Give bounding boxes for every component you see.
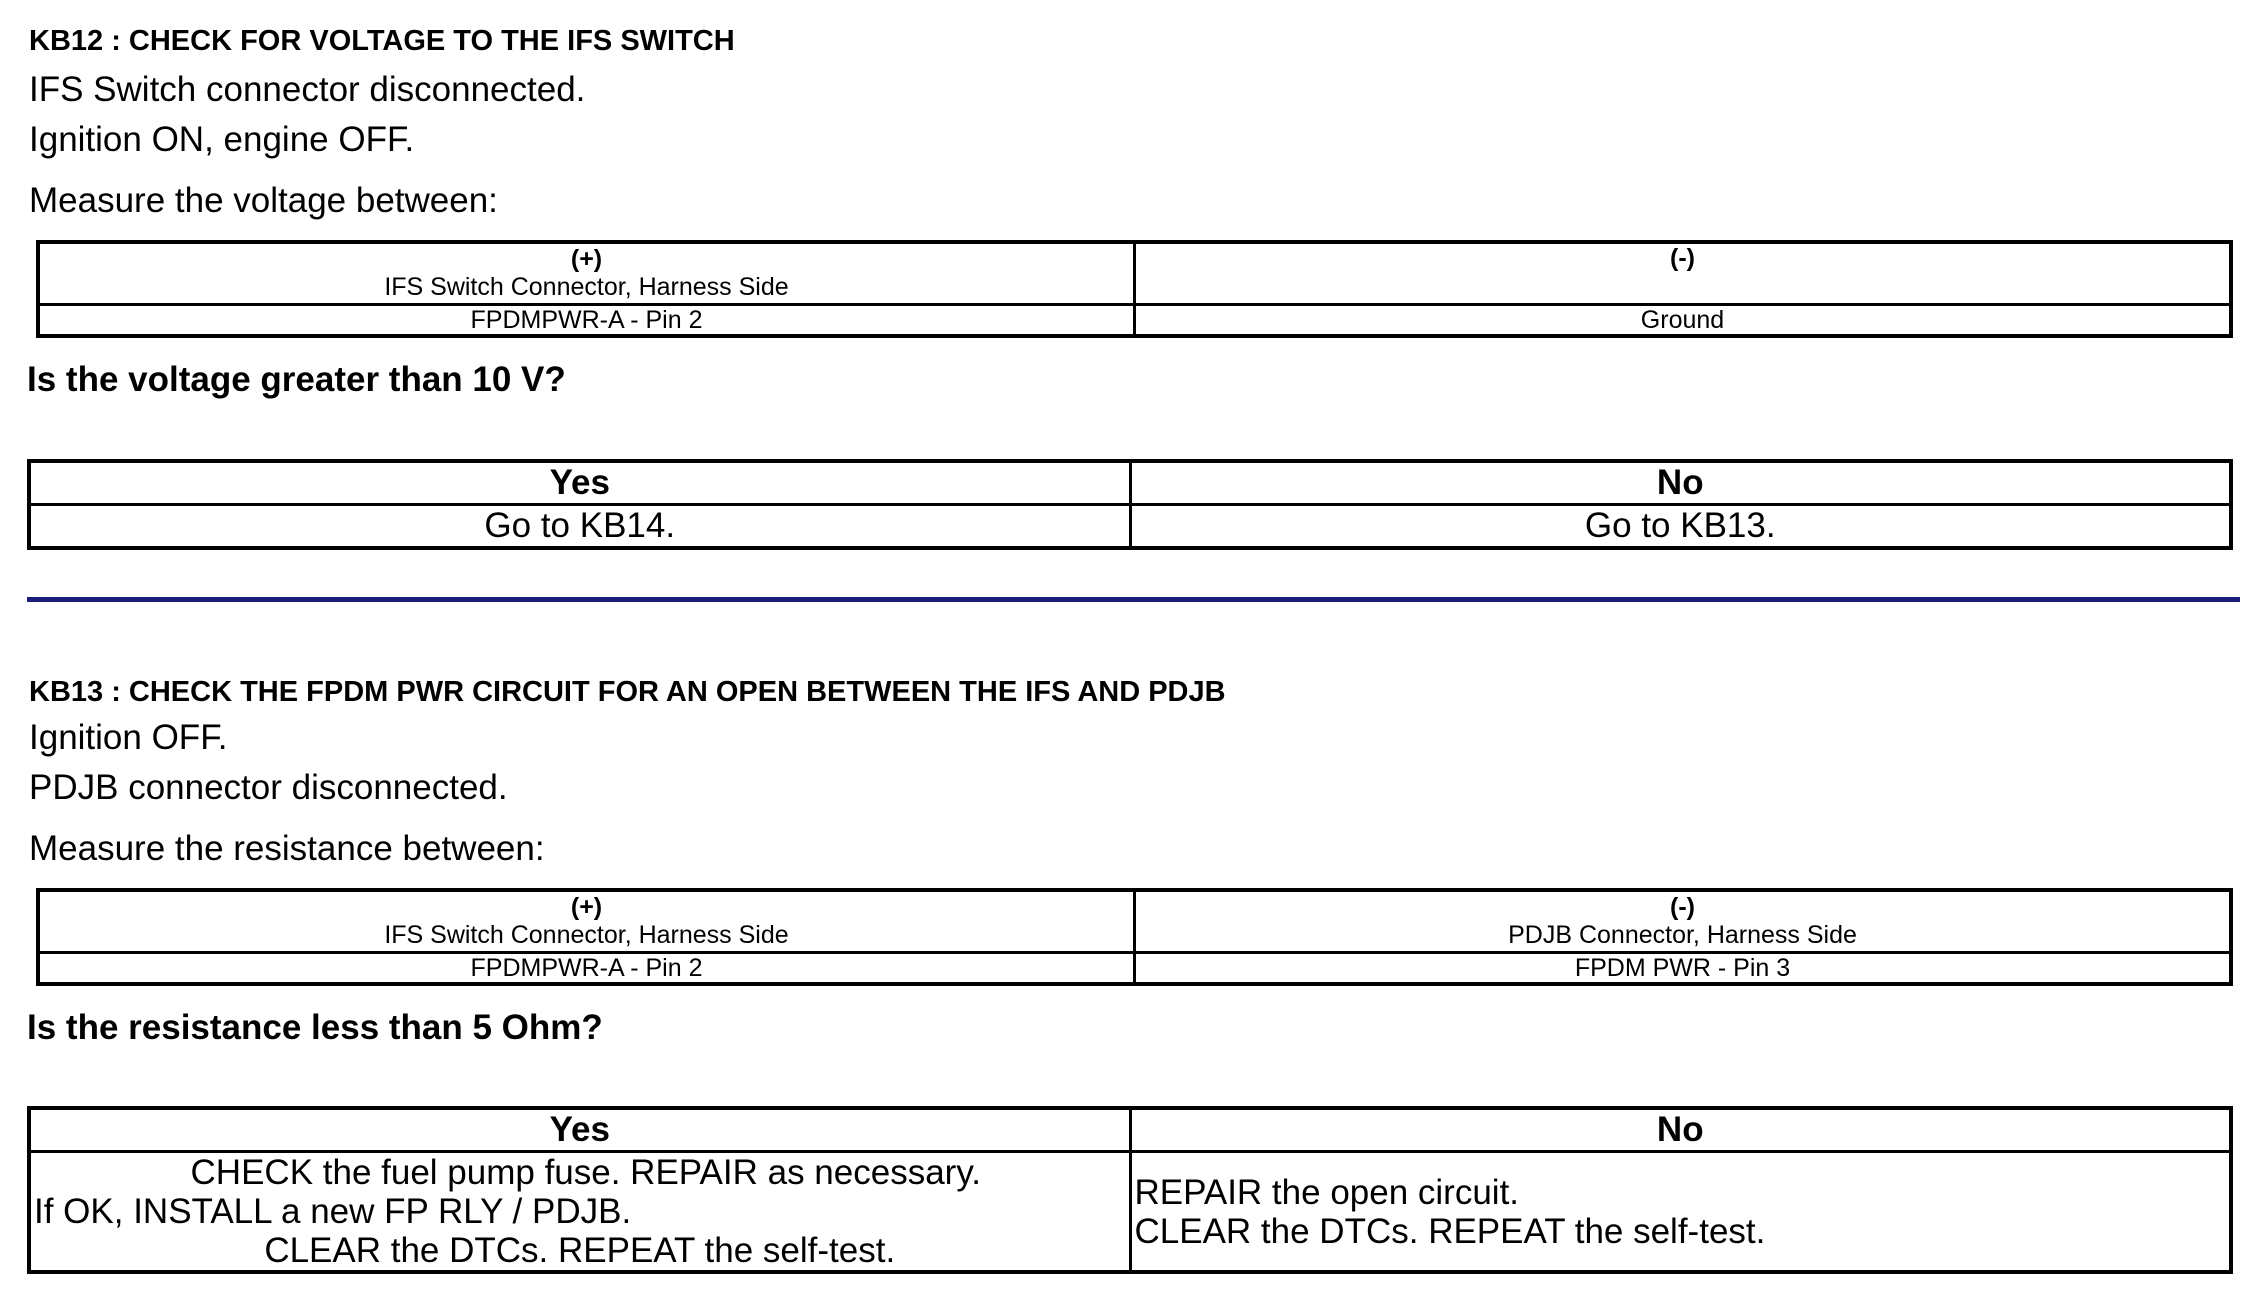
- kb12-minus-value: Ground: [1135, 304, 2232, 336]
- table-row: [29, 1108, 2231, 1152]
- minus-sign: (-): [1670, 244, 1695, 272]
- yes-line-2: If OK, INSTALL a new FP RLY / PDJB.: [34, 1192, 632, 1231]
- kb13-minus-value: FPDM PWR - Pin 3: [1135, 952, 2232, 984]
- kb12-yes-action[interactable]: Go to KB14.: [29, 505, 1130, 549]
- plus-sign: (+): [570, 893, 603, 922]
- kb13-no-action: [1130, 1152, 2231, 1273]
- kb13-measure-label: Measure the resistance between:: [29, 829, 545, 868]
- kb13-measurement-table: [36, 888, 2233, 986]
- kb12-measurement-table: [36, 240, 2233, 338]
- kb13-question: Is the resistance less than 5 Ohm?: [27, 1008, 603, 1047]
- kb13-minus-header: [1135, 890, 2232, 952]
- table-row: [38, 304, 2231, 336]
- kb13-yes-action: [29, 1152, 1130, 1273]
- kb12-answer-table: [27, 459, 2233, 550]
- kb12-step-1: IFS Switch connector disconnected.: [29, 70, 586, 109]
- table-row: [29, 505, 2231, 549]
- table-row: [38, 890, 2231, 952]
- minus-connector: PDJB Connector, Harness Side: [1508, 921, 1857, 950]
- kb13-yes-label: Yes: [29, 1108, 1130, 1152]
- kb13-answer-table: [27, 1106, 2233, 1274]
- kb13-no-label: No: [1130, 1108, 2231, 1152]
- minus-sign: (-): [1670, 893, 1695, 922]
- kb12-yes-label: Yes: [29, 461, 1130, 505]
- kb12-title: KB12 : CHECK FOR VOLTAGE TO THE IFS SWITCH: [29, 25, 735, 57]
- no-line-1: REPAIR the open circuit.: [1134, 1172, 1520, 1212]
- yes-line-1: CHECK the fuel pump fuse. REPAIR as necessary.: [190, 1153, 981, 1192]
- section-divider: [27, 597, 2240, 602]
- kb12-plus-header: [38, 242, 1135, 304]
- kb13-step-2: PDJB connector disconnected.: [29, 768, 508, 807]
- kb12-no-action[interactable]: Go to KB13.: [1130, 505, 2231, 549]
- plus-connector: IFS Switch Connector, Harness Side: [384, 921, 789, 950]
- kb12-measure-label: Measure the voltage between:: [29, 181, 498, 220]
- kb12-step-2: Ignition ON, engine OFF.: [29, 120, 415, 159]
- table-row: [38, 242, 2231, 304]
- plus-connector: IFS Switch Connector, Harness Side: [384, 273, 789, 302]
- kb12-plus-value: FPDMPWR-A - Pin 2: [38, 304, 1135, 336]
- no-line-2: CLEAR the DTCs. REPEAT the self-test.: [1134, 1211, 1766, 1251]
- yes-line-3: CLEAR the DTCs. REPEAT the self-test.: [264, 1231, 896, 1270]
- table-row: [38, 952, 2231, 984]
- kb12-question: Is the voltage greater than 10 V?: [27, 360, 566, 399]
- table-row: [29, 1152, 2231, 1273]
- table-row: [29, 461, 2231, 505]
- kb12-no-label: No: [1130, 461, 2231, 505]
- kb13-plus-value: FPDMPWR-A - Pin 2: [38, 952, 1135, 984]
- plus-sign: (+): [570, 245, 603, 274]
- kb13-step-1: Ignition OFF.: [29, 718, 228, 757]
- kb12-minus-header: [1135, 242, 2232, 304]
- kb13-plus-header: [38, 890, 1135, 952]
- kb13-title: KB13 : CHECK THE FPDM PWR CIRCUIT FOR AN OPEN BETWEEN THE IFS AND PDJB: [29, 676, 1226, 708]
